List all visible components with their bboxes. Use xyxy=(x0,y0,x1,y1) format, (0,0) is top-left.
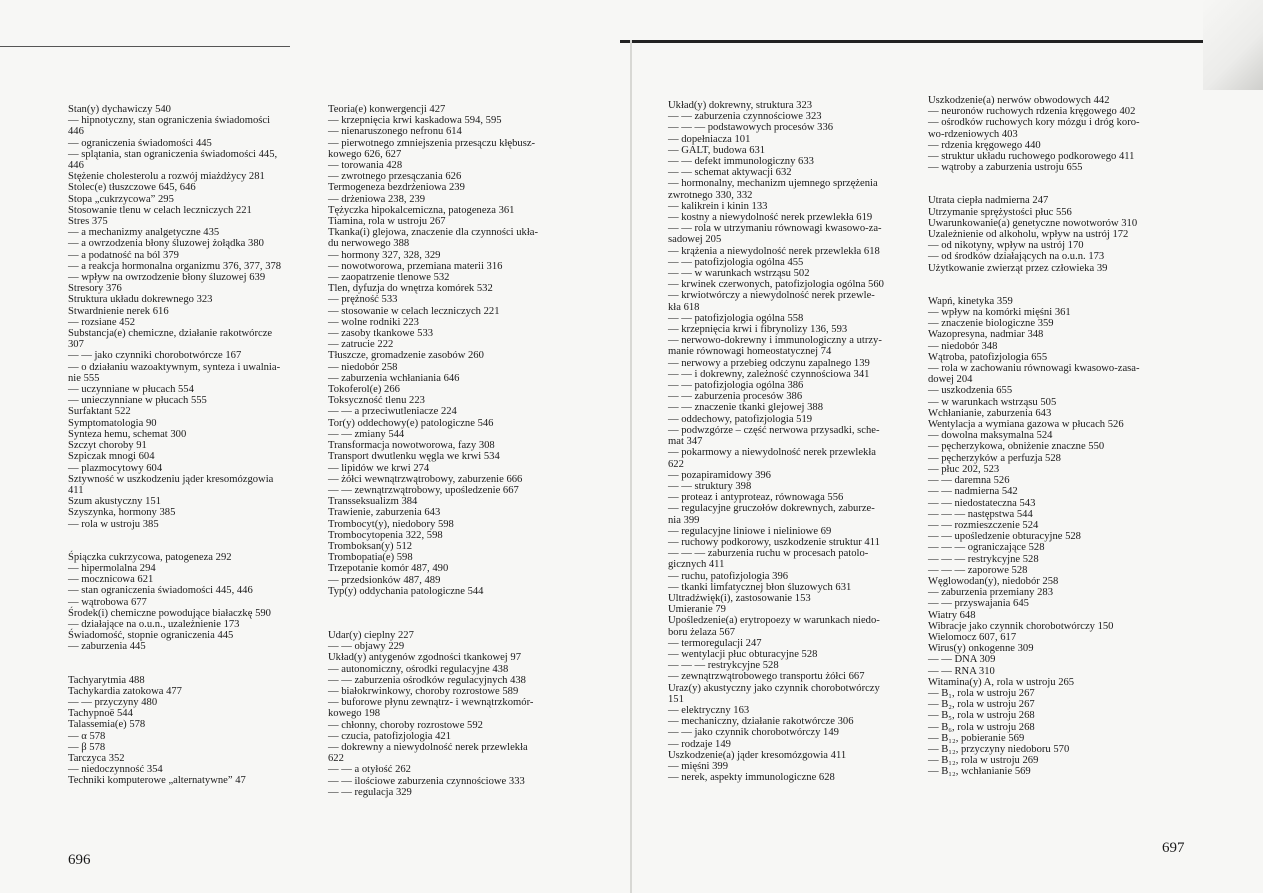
index-entry: — ruchu, patofizjologia 396 xyxy=(668,570,789,582)
entry-spacer xyxy=(68,541,281,552)
index-entry: Trombocytopenia 322, 598 xyxy=(328,529,443,541)
index-entry: boru żelaza 567 xyxy=(668,626,736,638)
index-entry: — czucia, patofizjologia 421 xyxy=(328,730,451,742)
index-entry: — — RNA 310 xyxy=(928,665,995,677)
index-entry: — — rola w utrzymaniu równowagi kwasowo-za- xyxy=(668,223,882,235)
index-entry: — zatrucie 222 xyxy=(328,339,394,351)
index-entry: — regulacyjne liniowe i nieliniowe 69 xyxy=(668,525,832,537)
book-gutter xyxy=(630,40,632,893)
index-entry: — działające na o.u.n., uzależnienie 173 xyxy=(68,618,240,630)
index-entry: — zaburzenia przemiany 283 xyxy=(928,587,1054,599)
index-entry: kła 618 xyxy=(668,301,700,313)
entry-spacer xyxy=(68,664,281,675)
index-entry: 446 xyxy=(68,160,84,172)
index-entry: Szum akustyczny 151 xyxy=(68,496,161,508)
index-entry: Wirus(y) onkogenne 309 xyxy=(928,643,1034,655)
index-entry: Upośledzenie(a) erytropoezy w warunkach niedo- xyxy=(668,615,880,627)
index-entry: Szczyt choroby 91 xyxy=(68,440,147,452)
index-entry: — o działaniu wazoaktywnym, synteza i uwalnia- xyxy=(68,361,281,373)
index-entry: — — — ograniczające 528 xyxy=(928,542,1045,554)
index-entry: — — defekt immunologiczny 633 xyxy=(668,156,814,168)
index-entry: sadowej 205 xyxy=(668,234,722,246)
index-entry: — mięśni 399 xyxy=(668,760,729,772)
index-entry: — tkanki limfatycznej błon śluzowych 631 xyxy=(668,581,852,593)
index-entry: — drżeniowa 238, 239 xyxy=(328,193,426,205)
index-entry: — — — następstwa 544 xyxy=(928,508,1033,520)
index-entry: — B₁₂, pobieranie 569 xyxy=(928,732,1025,744)
index-entry: — niedobór 258 xyxy=(328,361,398,373)
index-entry: mat 347 xyxy=(668,436,703,448)
index-entry: — B₁₂, wchłanianie 569 xyxy=(928,766,1031,778)
index-entry: — — zewnątrzwątrobowy, upośledzenie 667 xyxy=(328,484,519,496)
index-entry: — wpływ na owrzodzenie błony śluzowej 639 xyxy=(68,272,266,284)
index-entry: Tachyarytmia 488 xyxy=(68,674,145,686)
index-entry: Tlen, dyfuzja do wnętrza komórek 532 xyxy=(328,283,493,295)
index-entry: — — regulacja 329 xyxy=(328,786,412,798)
index-entry: 446 xyxy=(68,126,84,138)
index-entry: Wielomocz 607, 617 xyxy=(928,631,1017,643)
index-entry: Świadomość, stopnie ograniczenia 445 xyxy=(68,630,234,642)
index-entry: — rozsiane 452 xyxy=(68,316,136,328)
index-entry: — rodzaje 149 xyxy=(668,738,731,750)
index-entry: — białokrwinkowy, choroby rozrostowe 589 xyxy=(328,685,519,697)
index-entry: — uszkodzenia 655 xyxy=(928,385,1013,397)
index-entry: — stan ograniczenia świadomości 445, 446 xyxy=(68,585,253,597)
index-entry: Wibracje jako czynnik chorobotwórczy 150 xyxy=(928,620,1114,632)
index-entry: — — — podstawowych procesów 336 xyxy=(668,122,834,134)
index-entry: — krwiotwórczy a niewydolność nerek przewle- xyxy=(668,290,875,302)
index-entry: — niedobór 348 xyxy=(928,340,998,352)
index-entry: Stres 375 xyxy=(68,216,108,228)
index-entry: — — a przeciwutleniacze 224 xyxy=(328,406,457,418)
index-entry: — krwinek czerwonych, patofizjologia ogólna 560 xyxy=(668,279,884,291)
index-entry: — neuronów ruchowych rdzenia kręgowego 402 xyxy=(928,106,1136,118)
index-entry: — kostny a niewydolność nerek przewlekła 619 xyxy=(668,212,873,224)
left-page-top-rule xyxy=(0,46,290,47)
index-entry: — nienaruszonego nefronu 614 xyxy=(328,126,462,138)
index-entry: Tkanka(i) glejowa, znaczenie dla czynności ukła- xyxy=(328,227,539,239)
index-entry: — — zaburzenia ośrodków regulacyjnych 438 xyxy=(328,674,526,686)
index-entry: — pokarmowy a niewydolność nerek przewlekła xyxy=(668,447,876,459)
index-entry: Typ(y) oddychania patologiczne 544 xyxy=(328,585,484,597)
index-entry: Układ(y) antygenów zgodności tkankowej 97 xyxy=(328,652,521,664)
index-entry: Uzależnienie od alkoholu, wpływ na ustrój 172 xyxy=(928,229,1129,241)
index-entry: Sztywność w uszkodzeniu jąder kresomózgowia xyxy=(68,473,274,485)
index-entry: — — patofizjologia ogólna 386 xyxy=(668,380,804,392)
index-entry: — ruchowy podkorowy, uszkodzenie struktur 411 xyxy=(668,536,880,548)
index-entry: 411 xyxy=(68,484,84,496)
index-entry: Trombocyt(y), niedobory 598 xyxy=(328,518,454,530)
index-entry: — — a otyłość 262 xyxy=(328,764,411,776)
index-entry: nia 399 xyxy=(668,514,700,526)
index-entry: — hormony 327, 328, 329 xyxy=(328,249,441,261)
index-entry: — B₅, rola w ustroju 268 xyxy=(928,710,1035,722)
index-entry: Tiamina, rola w ustroju 267 xyxy=(328,216,446,228)
index-entry: — płuc 202, 523 xyxy=(928,463,1000,475)
index-entry: — — daremna 526 xyxy=(928,475,1010,487)
index-entry: — — struktury 398 xyxy=(668,480,752,492)
index-entry: — kalikrein i kinin 133 xyxy=(668,200,768,212)
index-entry: — — — restrykcyjne 528 xyxy=(668,660,779,672)
index-entry: — oddechowy, patofizjologia 519 xyxy=(668,413,813,425)
index-entry: — termoregulacji 247 xyxy=(668,637,762,649)
index-entry: Stosowanie tlenu w celach leczniczych 221 xyxy=(68,204,252,216)
index-entry: Tachykardia zatokowa 477 xyxy=(68,685,182,697)
index-entry: — krążenia a niewydolność nerek przewlekła 618 xyxy=(668,245,880,257)
index-entry: gicznych 411 xyxy=(668,559,725,571)
index-entry: Śpiączka cukrzycowa, patogeneza 292 xyxy=(68,551,232,563)
index-entry: Transport dwutlenku węgla we krwi 534 xyxy=(328,451,500,463)
index-entry: — mechaniczny, działanie rakotwórcze 306 xyxy=(668,716,854,728)
index-entry: — a podatność na ból 379 xyxy=(68,249,179,261)
index-entry: Układ(y) dokrewny, struktura 323 xyxy=(668,100,813,111)
index-entry: — od środków działających na o.u.n. 173 xyxy=(928,251,1105,263)
index-entry: Surfaktant 522 xyxy=(68,406,131,418)
index-entry: Umieranie 79 xyxy=(668,604,726,616)
index-entry: — B₆, rola w ustroju 268 xyxy=(928,721,1035,733)
index-entry: — torowania 428 xyxy=(328,160,403,172)
index-entry: Wiatry 648 xyxy=(928,609,976,621)
index-entry: — — przyswajania 645 xyxy=(928,598,1029,610)
index-entry: — — jako czynniki chorobotwórcze 167 xyxy=(68,350,242,362)
index-entry: kowego 198 xyxy=(328,708,381,720)
index-entry: — zasoby tkankowe 533 xyxy=(328,328,434,340)
index-entry: Stolec(e) tłuszczowe 645, 646 xyxy=(68,182,196,194)
index-entry: — a mechanizmy analgetyczne 435 xyxy=(68,227,220,239)
index-entry: Stan(y) dychawiczy 540 xyxy=(68,104,171,115)
index-entry: — krzepnięcia krwi i fibrynolizy 136, 593 xyxy=(668,324,848,336)
entry-spacer xyxy=(928,285,1140,296)
index-entry: 307 xyxy=(68,339,84,351)
index-entry: zwrotnego 330, 332 xyxy=(668,189,753,201)
index-entry: — ośrodków ruchowych kory mózgu i dróg koro- xyxy=(928,117,1140,129)
index-entry: — B₁₂, przyczyny niedoboru 570 xyxy=(928,743,1070,755)
index-entry: — a reakcja hormonalna organizmu 376, 377, 378 xyxy=(68,260,282,272)
index-entry: Utrata ciepła nadmierna 247 xyxy=(928,195,1049,207)
index-entry: — wentylacji płuc obturacyjne 528 xyxy=(668,648,818,660)
index-entry: — — przyczyny 480 xyxy=(68,696,158,708)
index-entry: — zaburzenia wchłaniania 646 xyxy=(328,372,460,384)
index-entry: — — objawy 229 xyxy=(328,641,405,653)
index-entry: — uczynniane w płucach 554 xyxy=(68,384,194,396)
index-entry: Ultradźwięk(i), zastosowanie 153 xyxy=(668,592,811,604)
index-entry: kowego 626, 627 xyxy=(328,148,402,160)
index-entry: Stopa „cukrzycowa” 295 xyxy=(68,193,174,205)
index-entry: Stężenie cholesterolu a rozwój miażdżycy 281 xyxy=(68,171,265,183)
index-entry: Transseksualizm 384 xyxy=(328,496,418,508)
index-entry: Wapń, kinetyka 359 xyxy=(928,295,1013,307)
index-entry: — lipidów we krwi 274 xyxy=(328,462,430,474)
index-entry: Tokoferol(e) 266 xyxy=(328,384,400,396)
index-entry: Uszkodzenie(a) jąder kresomózgowia 411 xyxy=(668,749,847,761)
index-entry: Trzepotanie komór 487, 490 xyxy=(328,563,449,575)
index-entry: — GALT, budowa 631 xyxy=(668,144,766,156)
index-entry: Stwardnienie nerek 616 xyxy=(68,305,169,317)
index-entry: — — nadmierna 542 xyxy=(928,486,1018,498)
index-entry: Wchłanianie, zaburzenia 643 xyxy=(928,407,1052,419)
index-entry: Udar(y) cieplny 227 xyxy=(328,629,414,641)
index-entry: — pęcherzyków a perfuzja 528 xyxy=(928,452,1061,464)
entry-spacer xyxy=(928,274,1140,285)
index-column-1 xyxy=(68,104,281,787)
index-entry: — — DNA 309 xyxy=(928,654,996,666)
index-entry: — dowolna maksymalna 524 xyxy=(928,430,1053,442)
index-entry: manie równowagi homeostatycznej 74 xyxy=(668,346,832,358)
index-entry: — hipermolalna 294 xyxy=(68,562,156,574)
index-entry: — znaczenie biologiczne 359 xyxy=(928,318,1054,330)
index-entry: Transformacja nowotworowa, fazy 308 xyxy=(328,440,495,452)
index-entry: — — — zaburzenia ruchu w procesach patolo- xyxy=(668,548,869,560)
index-column-3 xyxy=(668,100,884,783)
index-entry: — prężność 533 xyxy=(328,294,398,306)
index-entry: — hipnotyczny, stan ograniczenia świadomości xyxy=(68,115,271,127)
index-entry: Trawienie, zaburzenia 643 xyxy=(328,507,441,519)
index-entry: — elektryczny 163 xyxy=(668,704,750,716)
index-entry: — — niedostateczna 543 xyxy=(928,497,1036,509)
entry-spacer xyxy=(68,653,281,664)
index-entry: dowej 204 xyxy=(928,374,973,386)
index-entry: — buforowe płynu zewnątrz- i wewnątrzkomór- xyxy=(328,697,534,709)
index-entry: Tor(y) oddechowy(e) patologiczne 546 xyxy=(328,417,494,429)
index-entry: — — — restrykcyjne 528 xyxy=(928,553,1039,565)
index-entry: Tachypnoë 544 xyxy=(68,708,133,720)
index-entry: — α 578 xyxy=(68,730,106,742)
index-entry: Teoria(e) konwergencji 427 xyxy=(328,104,446,115)
index-entry: — B₂, rola w ustroju 267 xyxy=(928,699,1035,711)
index-entry: Wątroba, patofizjologia 655 xyxy=(928,351,1048,363)
index-entry: — plazmocytowy 604 xyxy=(68,462,163,474)
index-entry: Utrzymanie sprężystości płuc 556 xyxy=(928,206,1072,218)
index-entry: — chłonny, choroby rozrostowe 592 xyxy=(328,719,483,731)
index-entry: — podwzgórze – część nerwowa przysadki, sche- xyxy=(668,424,880,436)
entry-spacer xyxy=(68,530,281,541)
index-entry: Uwarunkowanie(a) genetyczne nowotworów 310 xyxy=(928,217,1138,229)
index-entry: Synteza hemu, schemat 300 xyxy=(68,428,187,440)
index-entry: Techniki komputerowe „alternatywne” 47 xyxy=(68,775,246,787)
index-column-2 xyxy=(328,104,538,798)
index-entry: — nerwowy a przebieg odczynu zapalnego 139 xyxy=(668,357,870,369)
index-entry: — nerek, aspekty immunologiczne 628 xyxy=(668,772,835,784)
index-entry: — zaburzenia 445 xyxy=(68,641,146,653)
index-entry: — splątania, stan ograniczenia świadomości 445, xyxy=(68,148,278,160)
entry-spacer xyxy=(328,597,538,608)
index-entry: — a owrzodzenia błony śluzowej żołądka 380 xyxy=(68,238,264,250)
index-entry: — β 578 xyxy=(68,741,106,753)
index-entry: Wentylacja a wymiana gazowa w płucach 526 xyxy=(928,419,1124,431)
index-entry: wo-rdzeniowych 403 xyxy=(928,128,1018,140)
index-entry: — — — zaporowe 528 xyxy=(928,564,1028,576)
entry-spacer xyxy=(928,173,1140,184)
index-entry: — — rozmieszczenie 524 xyxy=(928,519,1039,531)
index-entry: Uraz(y) akustyczny jako czynnik chorobotwórczy xyxy=(668,682,880,694)
index-entry: Tężyczka hipokalcemiczna, patogeneza 361 xyxy=(328,204,515,216)
index-entry: — mocznicowa 621 xyxy=(68,574,154,586)
index-entry: Wazopresyna, nadmiar 348 xyxy=(928,329,1044,341)
index-entry: 622 xyxy=(328,753,344,765)
index-entry: — — jako czynnik chorobotwórczy 149 xyxy=(668,727,839,739)
index-entry: Tłuszcze, gromadzenie zasobów 260 xyxy=(328,350,484,362)
index-entry: — — zmiany 544 xyxy=(328,428,405,440)
index-entry: — zwrotnego przesączania 626 xyxy=(328,171,462,183)
index-entry: — stosowanie w celach leczniczych 221 xyxy=(328,305,500,317)
index-entry: du nerwowego 388 xyxy=(328,238,410,250)
index-entry: — — upośledzenie obturacyjne 528 xyxy=(928,531,1081,543)
index-entry: Substancja(e) chemiczne, działanie rakotwórcze xyxy=(68,328,273,340)
index-entry: 622 xyxy=(668,458,684,470)
index-entry: — w warunkach wstrząsu 505 xyxy=(928,396,1057,408)
index-entry: — rdzenia kręgowego 440 xyxy=(928,139,1041,151)
page-number-right: 697 xyxy=(1162,840,1185,856)
index-entry: — nowotworowa, przemiana materii 316 xyxy=(328,260,503,272)
index-entry: nie 555 xyxy=(68,372,100,384)
index-entry: — pozapiramidowy 396 xyxy=(668,469,771,481)
index-entry: Termogeneza bezdrżeniowa 239 xyxy=(328,182,465,194)
index-entry: — hormonalny, mechanizm ujemnego sprzężenia xyxy=(668,178,878,190)
index-entry: — — zaburzenia procesów 386 xyxy=(668,391,803,403)
index-entry: — — znaczenie tkanki glejowej 388 xyxy=(668,402,824,414)
index-entry: — B₁₂, rola w ustroju 269 xyxy=(928,755,1039,767)
index-entry: Talassemia(e) 578 xyxy=(68,719,146,731)
index-entry: — od nikotyny, wpływ na ustrój 170 xyxy=(928,240,1084,252)
index-entry: Tromboksan(y) 512 xyxy=(328,540,413,552)
index-entry: — nerwowo-dokrewny i immunologiczny a utrzy- xyxy=(668,335,882,347)
index-entry: — ograniczenia świadomości 445 xyxy=(68,137,212,149)
index-entry: Symptomatologia 90 xyxy=(68,417,157,429)
index-entry: — zaopatrzenie tlenowe 532 xyxy=(328,272,450,284)
index-entry: — wolne rodniki 223 xyxy=(328,316,419,328)
index-entry: — regulacyjne gruczołów dokrewnych, zaburze- xyxy=(668,503,875,515)
index-entry: — autonomiczny, ośrodki regulacyjne 438 xyxy=(328,663,509,675)
index-entry: — rola w zachowaniu równowagi kwasowo-zasa- xyxy=(928,363,1140,375)
index-column-4 xyxy=(928,95,1140,778)
index-entry: — B₁, rola w ustroju 267 xyxy=(928,687,1035,699)
index-entry: Uszkodzenie(a) nerwów obwodowych 442 xyxy=(928,95,1110,106)
index-entry: Toksyczność tlenu 223 xyxy=(328,395,425,407)
index-entry: — przedsionków 487, 489 xyxy=(328,574,441,586)
index-entry: — — ilościowe zaburzenia czynnościowe 333 xyxy=(328,775,525,787)
index-entry: — dokrewny a niewydolność nerek przewlekła xyxy=(328,741,528,753)
right-page-top-rule xyxy=(620,40,1220,43)
index-entry: — wpływ na komórki mięśni 361 xyxy=(928,307,1071,319)
index-entry: — proteaz i antyproteaz, równowaga 556 xyxy=(668,492,844,504)
index-entry: — pierwotnego zmniejszenia przesączu kłębusz- xyxy=(328,137,536,149)
index-entry: Środek(i) chemiczne powodujące białaczkę 590 xyxy=(68,607,271,619)
index-entry: — rola w ustroju 385 xyxy=(68,518,159,530)
index-entry: — pęcherzykowa, obniżenie znaczne 550 xyxy=(928,441,1105,453)
index-entry: Użytkowanie zwierząt przez człowieka 39 xyxy=(928,262,1108,274)
index-entry: — wątrobowa 677 xyxy=(68,596,147,608)
index-entry: Trombopatia(e) 598 xyxy=(328,552,413,564)
index-entry: — — patofizjologia ogólna 558 xyxy=(668,312,804,324)
entry-spacer xyxy=(328,608,538,619)
index-entry: — krzepnięcia krwi kaskadowa 594, 595 xyxy=(328,115,502,127)
index-entry: Szpiczak mnogi 604 xyxy=(68,451,155,463)
index-entry: — — schemat aktywacji 632 xyxy=(668,167,792,179)
index-entry: Szyszynka, hormony 385 xyxy=(68,507,176,519)
index-entry: — — zaburzenia czynnościowe 323 xyxy=(668,111,822,123)
index-entry: — zewnątrzwątrobowego transportu żółci 667 xyxy=(668,671,865,683)
entry-spacer xyxy=(328,619,538,630)
index-entry: Węglowodan(y), niedobór 258 xyxy=(928,575,1059,587)
index-entry: Tarczyca 352 xyxy=(68,752,125,764)
index-entry: — żółci wewnątrzwątrobowy, zaburzenie 666 xyxy=(328,473,523,485)
index-entry: — wątroby a zaburzenia ustroju 655 xyxy=(928,162,1083,174)
index-entry: Struktura układu dokrewnego 323 xyxy=(68,294,213,306)
index-entry: — — w warunkach wstrząsu 502 xyxy=(668,268,810,280)
index-entry: Stresory 376 xyxy=(68,283,122,295)
index-entry: — struktur układu ruchowego podkorowego 411 xyxy=(928,151,1135,163)
entry-spacer xyxy=(928,184,1140,195)
index-entry: — unieczynniane w płucach 555 xyxy=(68,395,207,407)
index-entry: — dopełniacza 101 xyxy=(668,133,751,145)
page-curl-shadow xyxy=(1203,0,1263,90)
index-entry: — — i dokrewny, zależność czynnościowa 341 xyxy=(668,368,870,380)
index-entry: Witamina(y) A, rola w ustroju 265 xyxy=(928,676,1075,688)
page-number-left: 696 xyxy=(68,852,91,868)
index-entry: 151 xyxy=(668,693,684,705)
index-entry: — — patofizjologia ogólna 455 xyxy=(668,256,804,268)
index-entry: — niedoczynność 354 xyxy=(68,764,163,776)
